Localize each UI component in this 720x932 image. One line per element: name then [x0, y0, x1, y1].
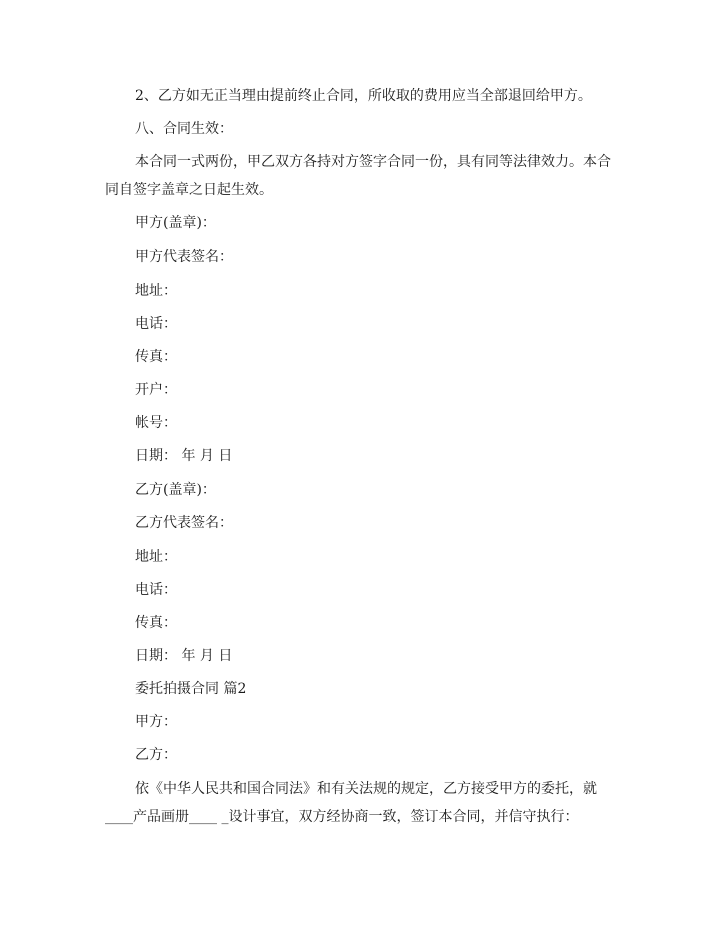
- paragraph-copies-line-2: 同自签字盖章之日起生效。: [105, 182, 273, 198]
- paragraph-copies-line-1: 本合同一式两份，甲乙双方各持对方签字合同一份，具有同等法律效力。本合: [135, 154, 611, 170]
- party-b-fax: 传真：: [135, 615, 177, 631]
- party-b-address: 地址：: [135, 549, 177, 565]
- party-a-phone: 电话：: [135, 316, 177, 332]
- party-b-date: 日期： 年 月 日: [135, 648, 233, 664]
- party-a-account: 帐号：: [135, 415, 177, 431]
- party-b-seal: 乙方(盖章)：: [135, 482, 216, 498]
- party-a-fax: 传真：: [135, 349, 177, 365]
- clause-termination-refund: 2、乙方如无正当理由提前终止合同，所收取的费用应当全部退回给甲方。: [135, 88, 592, 104]
- party-b-representative-signature: 乙方代表签名：: [135, 515, 233, 531]
- party-a-bank: 开户：: [135, 382, 177, 398]
- party-a-seal: 甲方(盖章)：: [135, 215, 216, 231]
- party-a-date: 日期： 年 月 日: [135, 448, 233, 464]
- party-b-phone: 电话：: [135, 582, 177, 598]
- party-a-address: 地址：: [135, 283, 177, 299]
- preamble-line-2: ____产品画册____ _设计事宜，双方经协商一致，签订本合同，并信守执行：: [105, 809, 579, 825]
- contract-2-party-a: 甲方：: [135, 714, 177, 730]
- party-a-representative-signature: 甲方代表签名：: [135, 249, 233, 265]
- contract-2-party-b: 乙方：: [135, 747, 177, 763]
- contract-title-part-2: 委托拍摄合同 篇2: [135, 681, 247, 697]
- section-heading-effectiveness: 八、合同生效：: [135, 121, 233, 137]
- preamble-line-1: 依《中华人民共和国合同法》和有关法规的规定，乙方接受甲方的委托，就: [135, 781, 597, 797]
